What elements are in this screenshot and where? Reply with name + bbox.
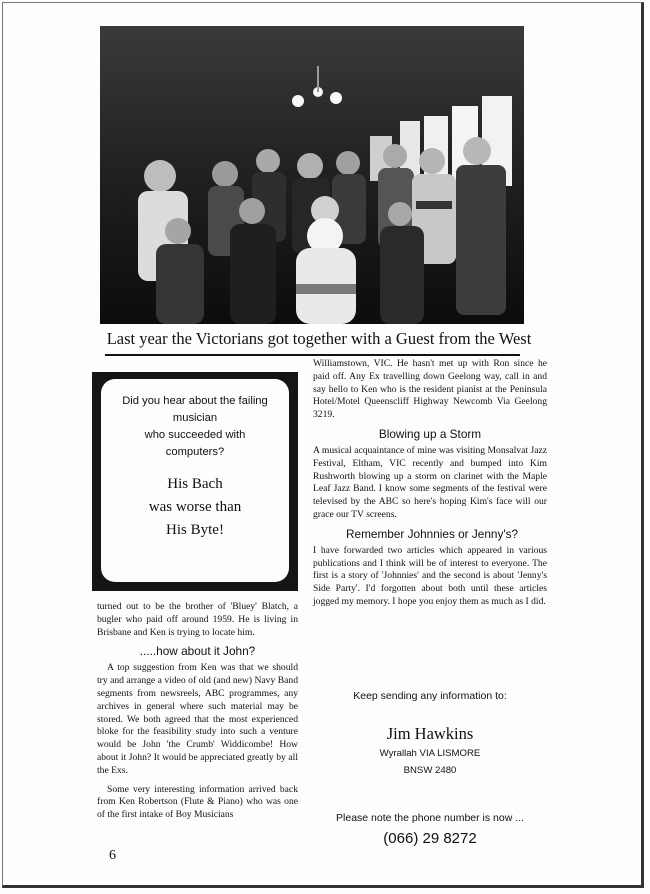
joke-question <box>101 393 289 461</box>
right-paragraph-3: I have forwarded two articles which appeared in various publications and I think will be of interest to everyone. The first is a story of 'Johnnies' and the second is about 'Jenny's Side Party'. I'd forgotten about both until these articles jogged my memory. I hope you enjoy them as much as I did. <box>313 544 547 607</box>
joke-answer <box>101 473 289 542</box>
left-paragraph-3: Some very interesting information arrived back from Ken Robertson (Flute & Piano) who was one of the first intake of Boy Musicians <box>97 783 298 821</box>
left-paragraph-1: turned out to be the brother of 'Bluey' Blatch, a bugler who paid off around 1959. He is living in Brisbane and Ken is trying to locate him. <box>97 601 298 638</box>
joke-answer-line: His Byte! <box>166 522 224 538</box>
joke-question-line: who succeeded with <box>144 429 246 441</box>
phone-number: (066) 29 8272 <box>383 830 477 847</box>
right-paragraph-1: Williamstown, VIC. He hasn't met up with Ron since he paid off. Any Ex travelling down Geelong way, call in and say hello to Ken who is the resident pianist at the Peninsula Hotel/Motel Queenscliff Highway Newcomb Via Geelong 3219. <box>313 358 547 421</box>
joke-answer-line: His Bach <box>167 476 223 492</box>
heading-how-about-it-john: .....how about it John? <box>139 644 256 659</box>
left-paragraph-2: A top suggestion from Ken was that we should try and arrange a video of old (and new) Navy Band segments from newsreels, ABC programmes, any archives in general where such material may be stored. We both agreed that the most experienced bloke for the feasibility study into such a venture would be John 'the Crumb' Widdicombe! How about it John? It would be appreciated greatly by all the Exs. <box>97 662 298 776</box>
right-paragraph-2: A musical acquaintance of mine was visiting Monsalvat Jazz Festival, Eltham, VIC recently and bumped into Kim Rushworth blowing up a storm on clarinet with the Maple Leaf Jazz Band. I know some segments of the festival were televised by the ABC so here's hoping Kim's face will our grace our TV screens. <box>313 444 547 520</box>
left-column <box>97 601 298 822</box>
address-line-1: Wyrallah VIA LISMORE <box>379 748 481 759</box>
joke-answer-line: was worse than <box>148 499 242 515</box>
joke-box-inner <box>101 379 289 582</box>
group-photo <box>100 26 524 324</box>
caption-rule <box>105 354 520 356</box>
address-line-2: BNSW 2480 <box>403 765 457 776</box>
right-column <box>313 358 547 609</box>
joke-box <box>92 372 298 591</box>
heading-blowing-up-a-storm: Blowing up a Storm <box>378 426 482 441</box>
heading-remember-johnnies: Remember Johnnies or Jenny's? <box>346 526 519 541</box>
page-number: 6 <box>109 848 116 863</box>
joke-question-line: computers? <box>165 446 225 458</box>
joke-question-line: musician <box>172 412 218 424</box>
phone-note: Please note the phone number is now ... <box>336 812 524 824</box>
photo-caption: Last year the Victorians got together with a Guest from the West <box>106 329 532 348</box>
contact-block <box>313 690 547 847</box>
contact-name: Jim Hawkins <box>386 724 474 743</box>
keep-sending-text: Keep sending any information to: <box>353 690 507 702</box>
joke-question-line: Did you hear about the failing <box>122 395 268 407</box>
